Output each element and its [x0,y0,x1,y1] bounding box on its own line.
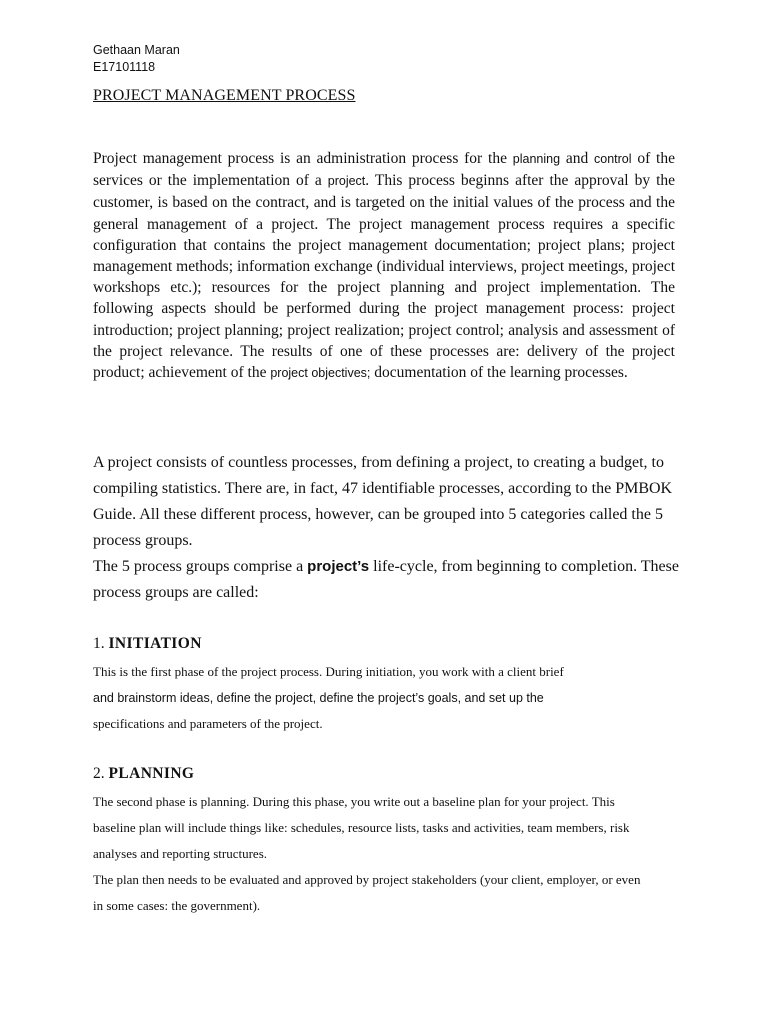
section-title: PLANNING [108,765,195,782]
term-projects: project’s [307,558,370,575]
section-number: 2. [93,765,109,782]
process-groups-paragraph [93,450,683,606]
para1-and: and [560,150,595,167]
section-line: This is the first phase of the project process. During initiation, you work with a client brief [93,664,564,679]
para1-text-3: . This process beginns after the approval by the customer, is based on the contract, and is targeted on the initial values of the process and the general management of a project. The project management process requires a specific configuration that contains the project management documentation; project plans; project management methods; information exchange (individual interviews, project meetings, project workshops etc.); resources for the project planning and project implementation. The following aspects should be performed during the project management process: project introduction; project planning; project realization; project control; analysis and assessment of the project relevance. The results of one of these processes are: delivery of the project product; achievement of the [93,172,675,382]
term-project-objectives: project objectives; [270,366,371,381]
document-title: PROJECT MANAGEMENT PROCESS [93,87,356,104]
section-heading [93,634,693,654]
para2-line2 [93,554,683,606]
para1-text-2: of the services or the implementation of a [93,150,675,190]
section-heading [93,764,693,784]
section-initiation [93,634,693,737]
para2-text: A project consists of countless processes, from defining a project, to creating a budget, to compiling statistics. There are, in fact, 47 identifiable processes, according to the PMBOK Guide. All these different process, however, can be grouped into 5 categories called the 5 process groups. [93,454,673,549]
section-planning [93,764,693,919]
section-body [93,789,653,919]
student-id: E17101118 [93,60,156,74]
section-paragraph: The plan then needs to be evaluated and approved by project stakeholders (your client, employer, or even in some cases: the government). [93,872,641,913]
section-body [93,659,693,737]
author-name: Gethaan Maran [93,43,180,57]
section-line: and brainstorm ideas, define the project, define the project’s goals, and set up the [93,691,544,705]
section-number: 1. [93,635,109,652]
section-line: specifications and parameters of the project. [93,716,323,731]
para1-text-4: documentation of the learning processes. [370,364,628,382]
para2-line2-b: life-cycle, from beginning to completion. These process groups are called: [93,558,679,601]
term-planning: planning [512,152,561,166]
intro-paragraph [93,148,675,384]
para1-text-1: Project management process is an administration process for the [93,150,513,167]
term-control: control [594,152,632,166]
para2-line2-a: The 5 process groups comprise a [93,558,308,575]
section-paragraph: The second phase is planning. During this phase, you write out a baseline plan for your project. This baseline plan will include things like: schedules, resource lists, tasks and activities, team members, risk analyses and reporting structures. [93,794,630,861]
section-title: INITIATION [108,635,202,652]
author-header [93,42,180,76]
term-project: project [327,174,366,189]
